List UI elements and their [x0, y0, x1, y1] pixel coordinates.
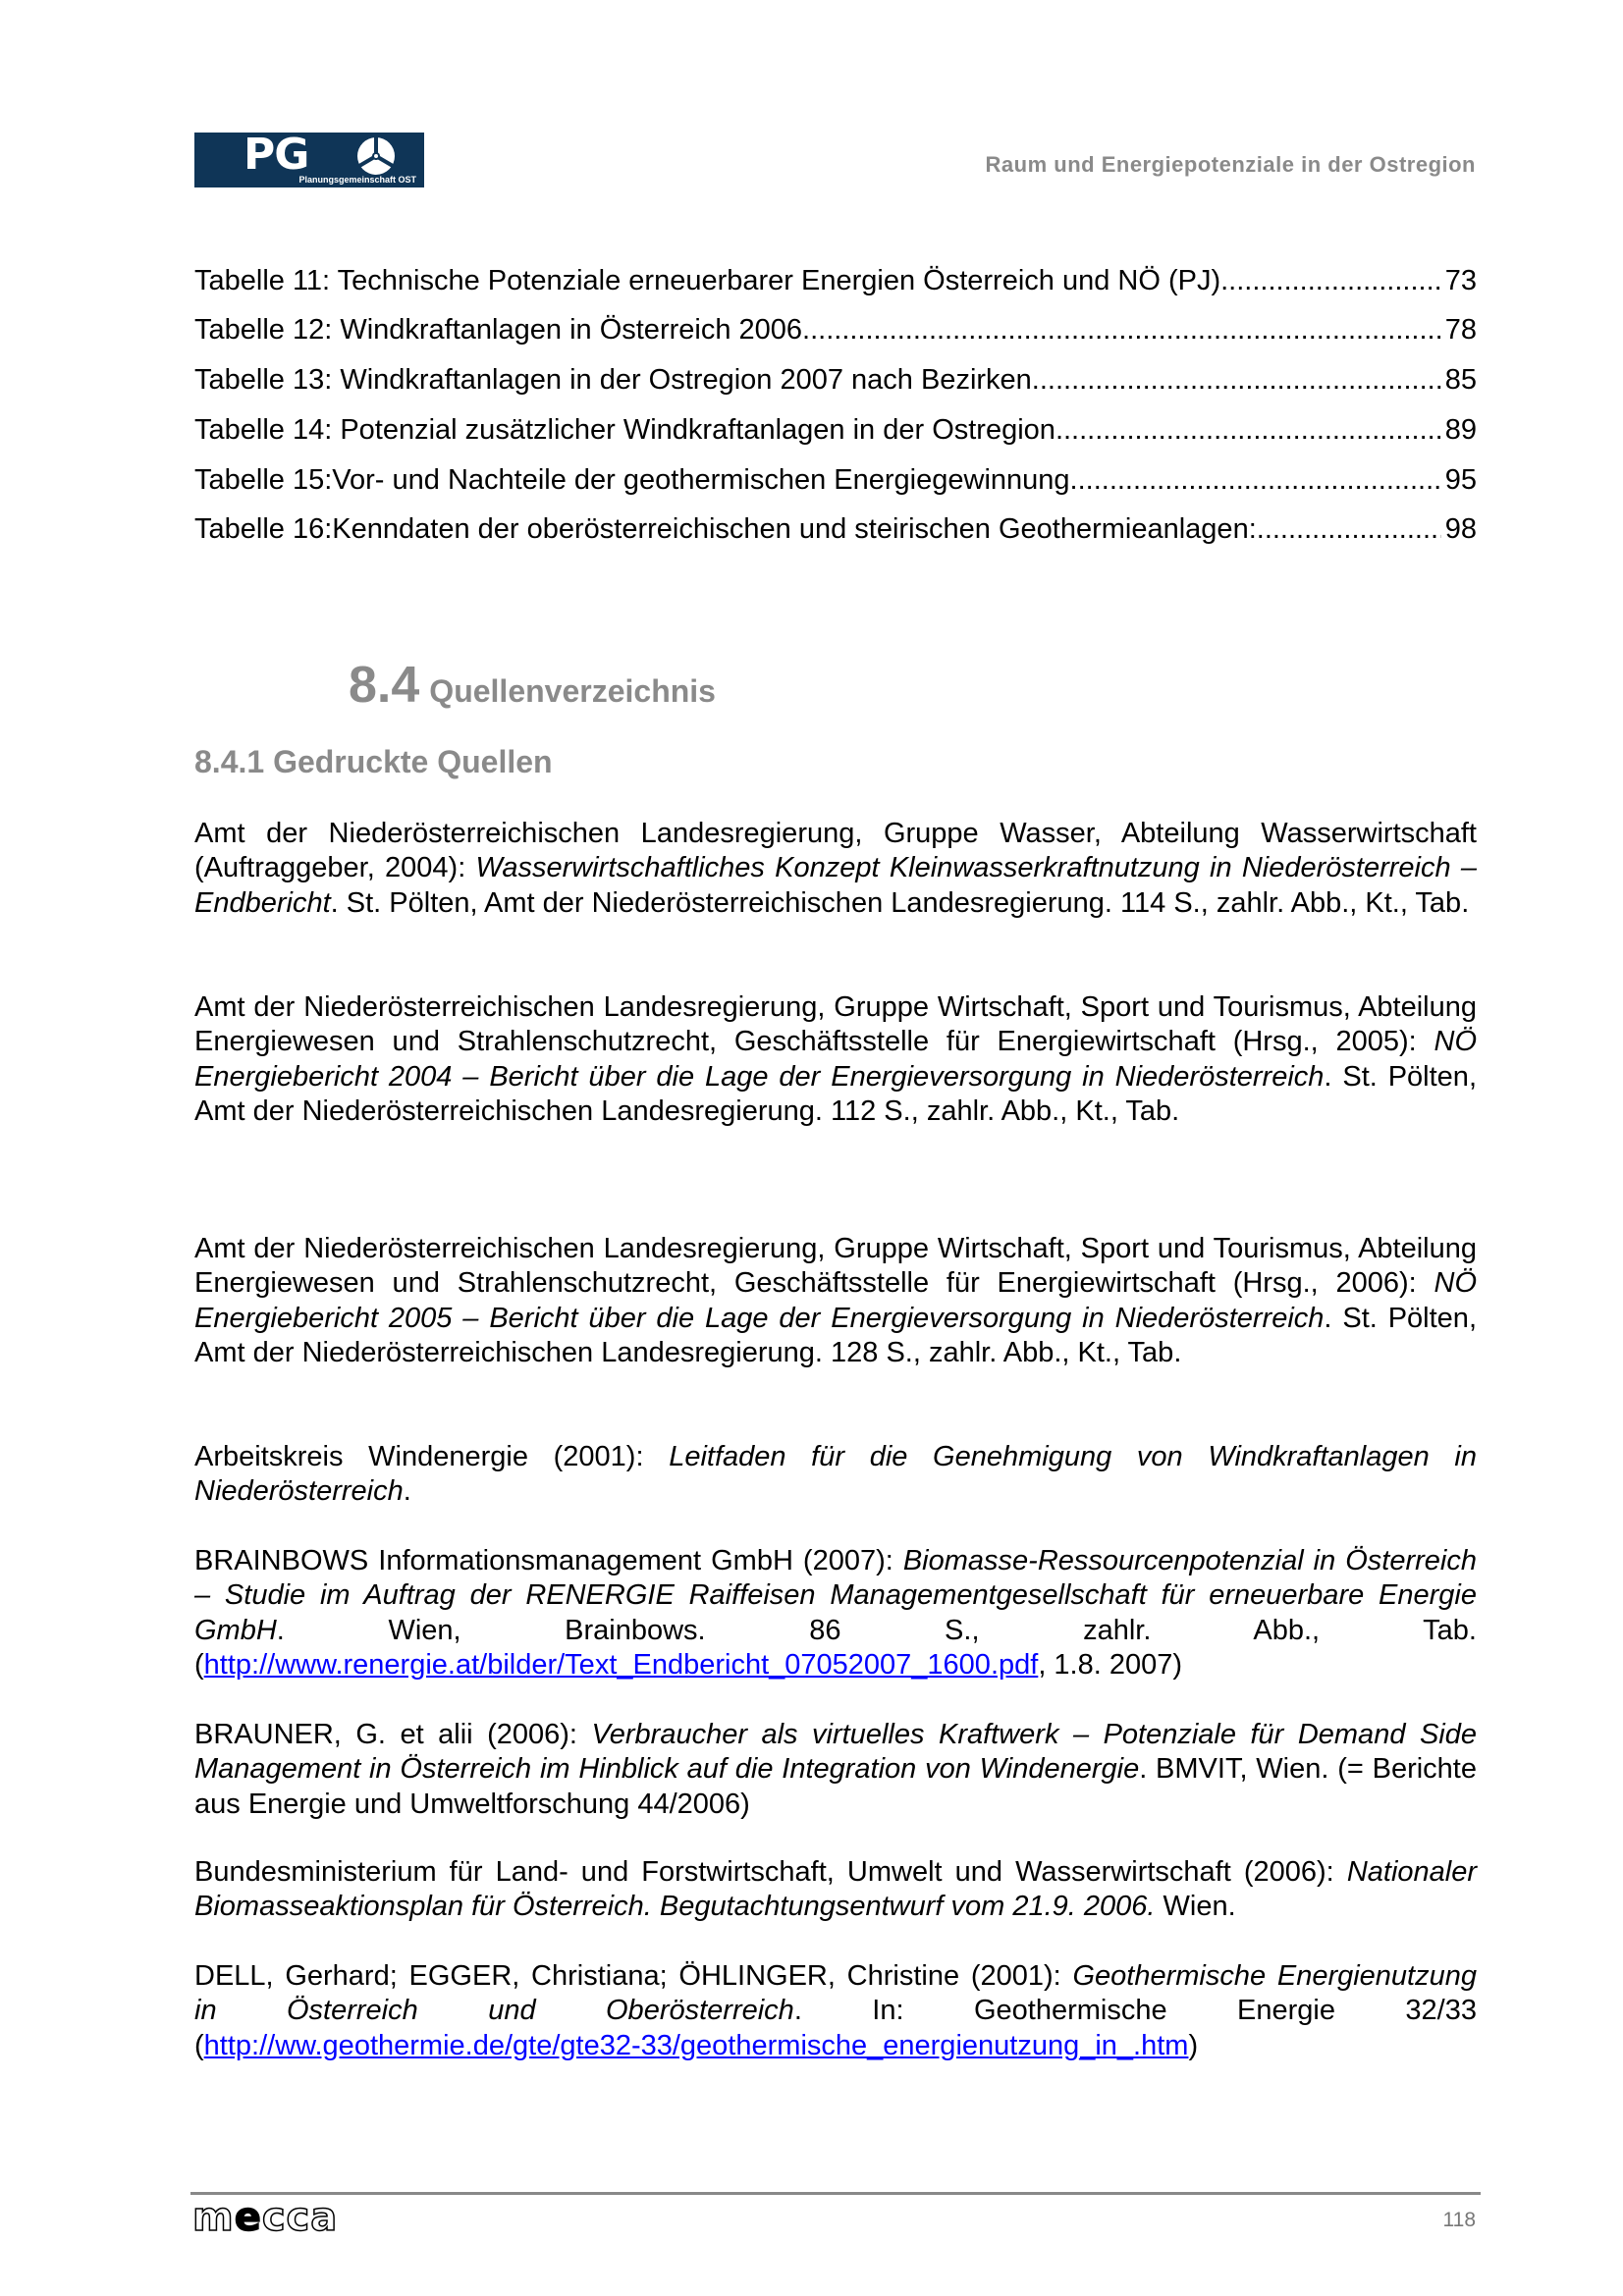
ref-authors: BRAINBOWS Informationsmanagement GmbH (2007):	[194, 1545, 903, 1576]
ref-title: Geothermische Energienutzung in Österreich und Oberösterreich	[194, 1960, 1478, 2027]
toc-page: 73	[1444, 265, 1477, 296]
reference-entry	[194, 1718, 1477, 1822]
toc-entry[interactable]	[194, 464, 1477, 497]
toc-leader	[1055, 414, 1441, 447]
ref-details: . BMVIT, Wien. (= Berichte aus Energie und Umweltforschung 44/2006)	[194, 1753, 1477, 1820]
toc-leader	[1220, 265, 1441, 297]
ref-details: . St. Pölten, Amt der Niederösterreichischen Landesregierung. 128 S., zahlr. Abb., Kt., Tab.	[194, 1302, 1477, 1368]
toc-label: Tabelle 14: Potenzial zusätzlicher Windkraftanlagen in der Ostregion	[194, 414, 1055, 446]
mecca-logo: mecca	[192, 2195, 339, 2240]
ref-authors: Amt der Niederösterreichischen Landesregierung, Gruppe Wirtschaft, Sport und Tourismus, Abteilung Energiewesen und Strahlenschutzrecht, Geschäftsstelle für Energiewirtschaft (Hrsg., 2005):	[194, 991, 1477, 1058]
toc-label: Tabelle 16:Kenndaten der oberösterreichischen und steirischen Geothermieanlagen:	[194, 513, 1257, 545]
toc-page: 95	[1444, 464, 1477, 496]
toc-label: Tabelle 15:Vor- und Nachteile der geothermischen Energiegewinnung	[194, 464, 1070, 496]
toc-leader	[802, 314, 1441, 347]
ref-authors: Amt der Niederösterreichischen Landesregierung, Gruppe Wirtschaft, Sport und Tourismus, Abteilung Energiewesen und Strahlenschutzrecht, Geschäftsstelle für Energiewirtschaft (Hrsg., 2006):	[194, 1233, 1477, 1300]
turbine-logo-icon	[353, 135, 399, 177]
toc-entry[interactable]	[194, 414, 1477, 447]
toc-page: 89	[1444, 414, 1477, 446]
section-number: 8.4	[349, 657, 420, 714]
toc-entry[interactable]	[194, 314, 1477, 347]
ref-authors: Amt der Niederösterreichischen Landesregierung, Gruppe Wasser, Abteilung Wasserwirtschaft (Auftraggeber, 2004):	[194, 818, 1477, 884]
toc-page: 85	[1444, 364, 1477, 396]
section-heading	[349, 656, 716, 715]
logo-text: PG	[243, 130, 309, 180]
footer-divider	[190, 2192, 1481, 2195]
ref-suffix: )	[1188, 2029, 1199, 2061]
reference-entry	[194, 1855, 1477, 1925]
toc-page: 98	[1444, 513, 1477, 545]
reference-entry	[194, 1440, 1477, 1510]
ref-link[interactable]: http://ww.geothermie.de/gte/gte32-33/geothermische_energienutzung_in_.htm	[203, 2029, 1189, 2061]
toc-page: 78	[1444, 314, 1477, 346]
toc-entry[interactable]	[194, 265, 1477, 297]
ref-title: NÖ Energiebericht 2005 – Bericht über die Lage der Energieversorgung in Niederösterreich	[194, 1267, 1477, 1334]
ref-title: Verbraucher als virtuelles Kraftwerk – Potenziale für Demand Side Management in Österreich im Hinblick auf die Integration von Windenergie	[194, 1719, 1477, 1786]
running-header: Raum und Energiepotenziale in der Ostregion	[985, 152, 1476, 177]
ref-title: NÖ Energiebericht 2004 – Bericht über die Lage der Energieversorgung in Niederösterreich	[194, 1026, 1477, 1093]
reference-entry	[194, 1232, 1477, 1370]
ref-title: Biomasse-Ressourcenpotenzial in Österreich – Studie im Auftrag der RENERGIE Raiffeisen Managementgesellschaft für erneuerbare Energie GmbH	[194, 1545, 1477, 1646]
reference-entry	[194, 1544, 1477, 1682]
ref-authors: Arbeitskreis Windenergie (2001):	[194, 1441, 670, 1472]
toc-entry[interactable]	[194, 364, 1477, 397]
toc-entry[interactable]	[194, 513, 1477, 546]
ref-details: . St. Pölten, Amt der Niederösterreichischen Landesregierung. 114 S., zahlr. Abb., Kt., Tab.	[330, 886, 1470, 919]
reference-entry	[194, 1959, 1477, 2063]
toc-label: Tabelle 11: Technische Potenziale erneuerbarer Energien Österreich und NÖ (PJ)	[194, 265, 1221, 296]
ref-title: Leitfaden für die Genehmigung von Windkraftanlagen in Niederösterreich	[194, 1441, 1477, 1508]
ref-suffix: , 1.8. 2007)	[1038, 1648, 1183, 1681]
ref-details: . In: Geothermische Energie 32/33 (	[194, 1995, 1478, 2061]
pgo-logo	[194, 130, 424, 187]
toc-leader	[1257, 513, 1441, 546]
page-number: 118	[1442, 2209, 1476, 2231]
reference-entry	[194, 817, 1477, 921]
subsection-heading: 8.4.1 Gedruckte Quellen	[194, 744, 553, 779]
toc-leader	[1070, 464, 1441, 497]
ref-link[interactable]: http://www.renergie.at/bilder/Text_Endbericht_07052007_1600.pdf	[203, 1648, 1039, 1681]
toc-label: Tabelle 12: Windkraftanlagen in Österreich 2006	[194, 314, 803, 346]
toc-leader	[1032, 364, 1441, 397]
ref-details: . St. Pölten, Amt der Niederösterreichischen Landesregierung. 112 S., zahlr. Abb., Kt., Tab.	[194, 1060, 1477, 1127]
ref-details: . Wien, Brainbows. 86 S., zahlr. Abb., Tab. (	[194, 1614, 1477, 1681]
ref-details: Wien.	[1155, 1891, 1236, 1923]
ref-authors: DELL, Gerhard; EGGER, Christiana; ÖHLINGER, Christine (2001):	[194, 1960, 1073, 1992]
ref-authors: Bundesministerium für Land- und Forstwirtschaft, Umwelt und Wasserwirtschaft (2006):	[194, 1856, 1347, 1888]
logo-subtitle: Planungsgemeinschaft OST	[298, 175, 416, 185]
reference-entry	[194, 990, 1477, 1129]
toc-label: Tabelle 13: Windkraftanlagen in der Ostregion 2007 nach Bezirken	[194, 364, 1032, 396]
ref-details: .	[403, 1475, 411, 1508]
ref-title: Wasserwirtschaftliches Konzept Kleinwasserkraftnutzung in Niederösterreich – Endbericht	[194, 852, 1477, 919]
ref-title: Nationaler Biomasseaktionsplan für Österreich. Begutachtungsentwurf vom 21.9. 2006.	[194, 1856, 1477, 1923]
ref-authors: BRAUNER, G. et alii (2006):	[194, 1719, 592, 1750]
section-title: Quellenverzeichnis	[429, 673, 716, 709]
